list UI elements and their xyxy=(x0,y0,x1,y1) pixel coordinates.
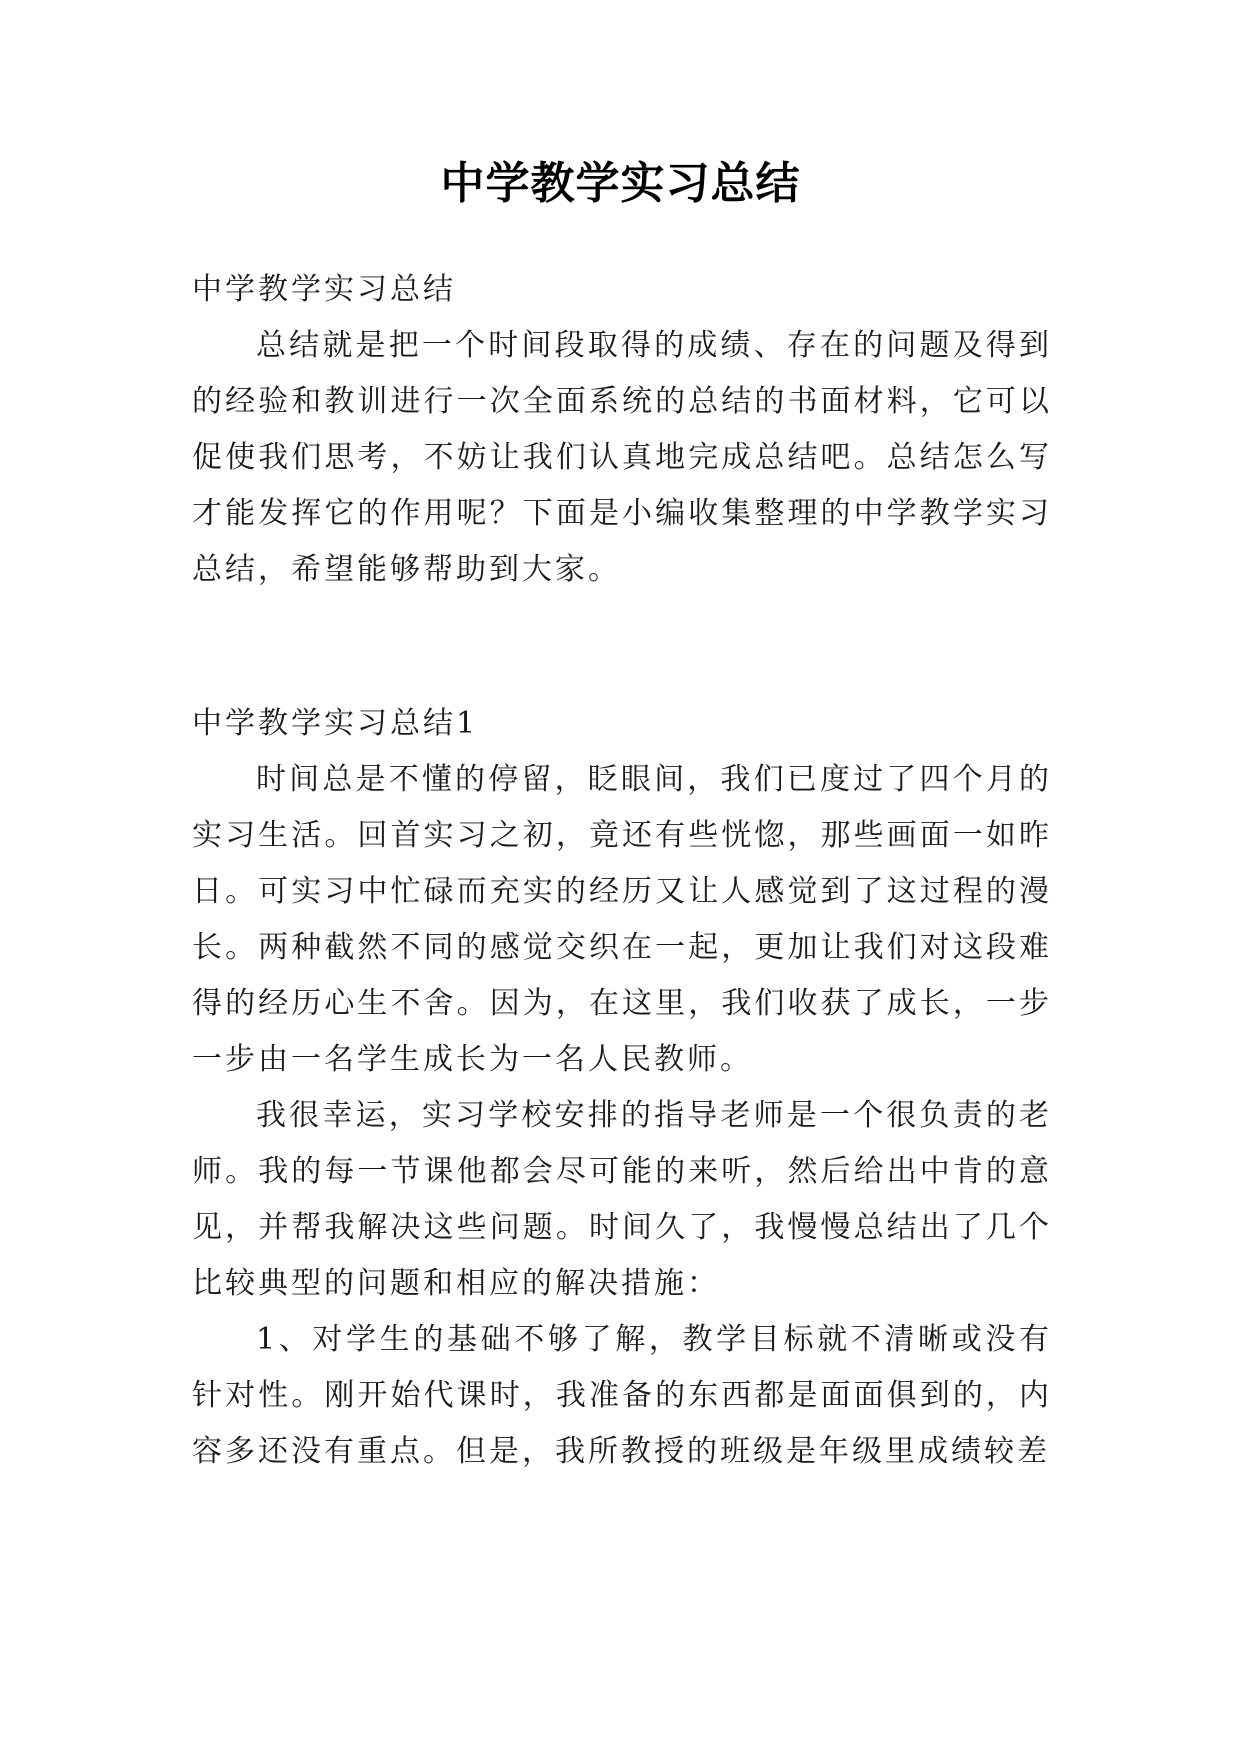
body-paragraph: 我很幸运，实习学校安排的指导老师是一个很负责的老师。我的每一节课他都会尽可能的来听，然后给出中肯的意见，并帮我解决这些问题。时间久了，我慢慢总结出了几个比较典型的问题和相应的解决措施： xyxy=(192,1098,1052,1301)
section-body xyxy=(192,752,1052,1480)
document-title: 中学教学实习总结 xyxy=(440,158,801,209)
body-paragraph: 1、对学生的基础不够了解，教学目标就不清晰或没有针对性。刚开始代课时，我准备的东西都是面面俱到的，内容多还没有重点。但是，我所教授的班级是年级里成绩较差 xyxy=(192,1322,1052,1469)
document-subtitle: 中学教学实习总结 xyxy=(192,272,456,307)
body-paragraph: 时间总是不懂的停留，眨眼间，我们已度过了四个月的实习生活。回首实习之初，竟还有些恍惚，那些画面一如昨日。可实习中忙碌而充实的经历又让人感觉到了这过程的漫长。两种截然不同的感觉交织在一起，更加让我们对这段难得的经历心生不舍。因为，在这里，我们收获了成长，一步一步由一名学生成长为一名人民教师。 xyxy=(192,762,1052,1077)
section-heading: 中学教学实习总结1 xyxy=(192,706,479,741)
intro-paragraph: 总结就是把一个时间段取得的成绩、存在的问题及得到的经验和教训进行一次全面系统的总结的书面材料，它可以促使我们思考，不妨让我们认真地完成总结吧。总结怎么写才能发挥它的作用呢？下面是小编收集整理的中学教学实习总结，希望能够帮助到大家。 xyxy=(192,328,1052,587)
intro-block xyxy=(192,318,1052,598)
